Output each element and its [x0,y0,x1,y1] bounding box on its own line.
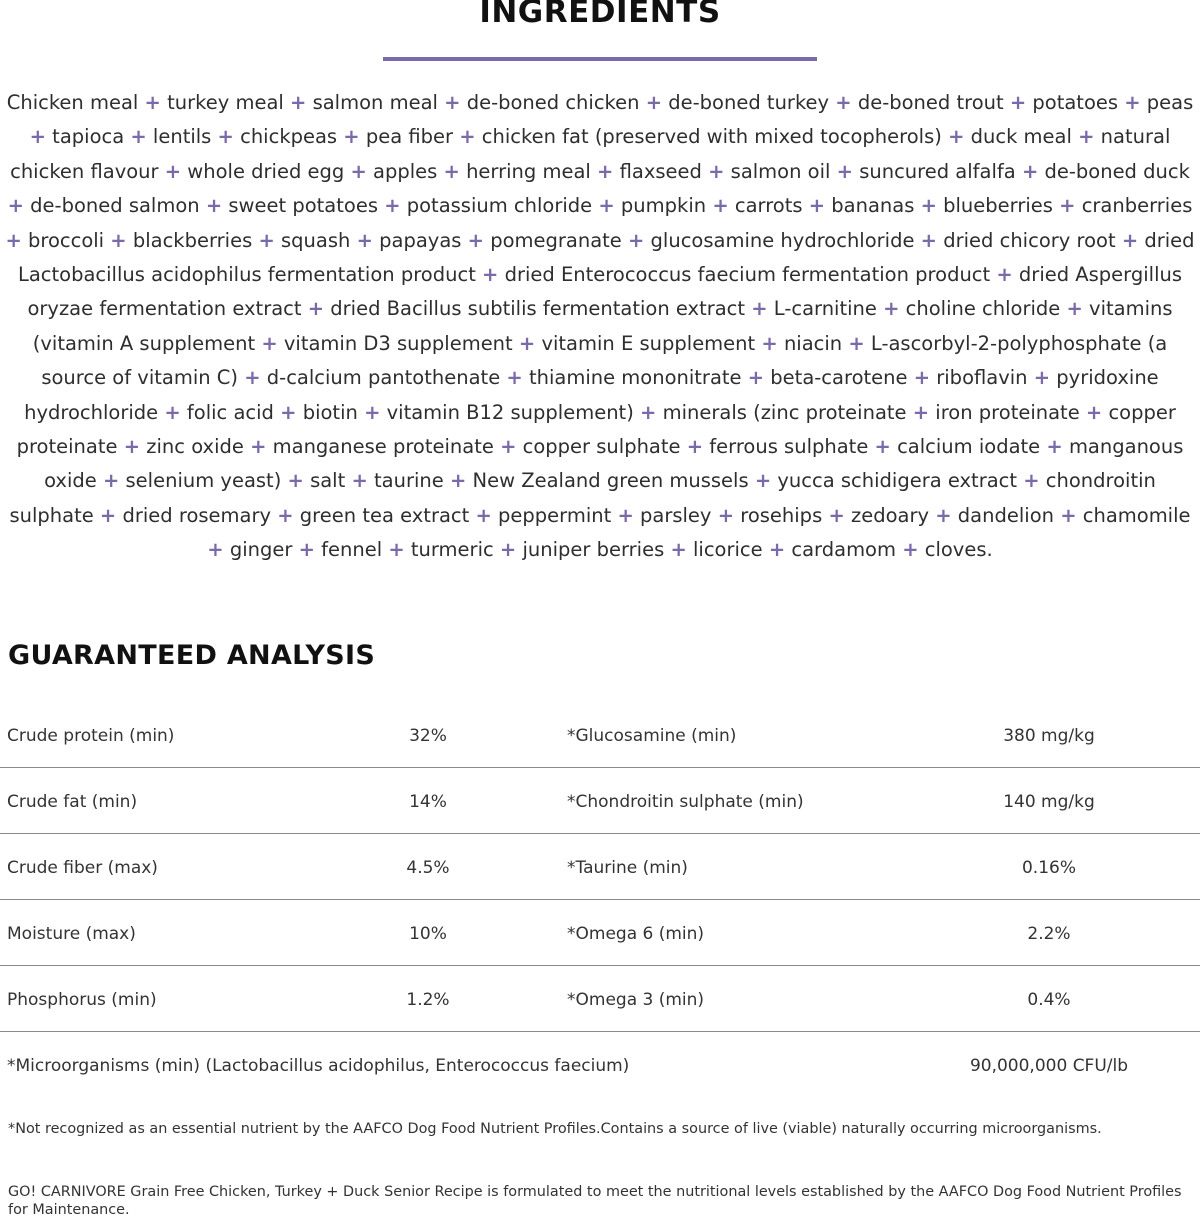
ingredient-item: flaxseed [619,159,702,183]
ingredient-item: glucosamine hydrochloride [650,228,915,252]
plus-separator-icon: + [640,400,657,424]
plus-separator-icon: + [164,400,181,424]
table-row [0,702,1200,768]
ingredient-item: vitamin D3 supplement [283,331,513,355]
plus-separator-icon: + [1023,469,1040,493]
ingredient-item: selenium yeast) [125,469,282,493]
plus-separator-icon: + [913,366,931,390]
plus-separator-icon: + [130,125,147,149]
nutrient-value: 2.2% [1027,924,1071,944]
ingredient-item: pomegranate [490,228,622,252]
ingredient-item: dried Lactobacillus acidophilus fermentation product [17,228,1195,287]
nutrient-value: 90,000,000 CFU/lb [969,1056,1129,1076]
plus-separator-icon: + [645,91,663,114]
nutrient-label: Crude fat (min) [7,792,138,812]
plus-separator-icon: + [99,503,117,527]
plus-separator-icon: + [298,538,315,562]
ingredient-item: turkey meal [167,91,284,114]
ingredient-item: ferrous sulphate [709,435,869,459]
plus-separator-icon: + [1046,435,1063,459]
nutrient-value: 14% [409,792,447,812]
ingredient-item: de-boned duck [1044,159,1190,183]
plus-separator-icon: + [388,538,405,562]
plus-separator-icon: + [343,125,360,149]
ingredient-item: potatoes [1032,91,1119,114]
plus-separator-icon: + [250,435,267,459]
plus-separator-icon: + [828,503,845,527]
ingredient-item: de-boned trout [857,91,1004,114]
nutrient-value: 4.5% [406,858,450,878]
ingredient-item: dried chicory root [943,228,1116,252]
plus-separator-icon: + [1066,297,1083,321]
plus-separator-icon: + [29,125,46,149]
ingredient-item: rosehips [740,503,823,527]
ingredient-item: carrots [734,194,803,218]
ingredient-item: cranberries [1081,194,1193,218]
plus-separator-icon: + [902,538,919,562]
plus-separator-icon: + [244,366,261,390]
ingredient-item: New Zealand green mussels [472,469,749,493]
ingredient-item: salmon meal [312,91,438,114]
ingredient-item: zinc oxide [146,435,244,459]
plus-separator-icon: + [996,263,1013,287]
ingredient-item: calcium iodate [897,435,1041,459]
plus-separator-icon: + [1033,366,1051,390]
ingredient-item: chickpeas [240,125,338,149]
ingredient-item: beta-carotene [770,366,908,390]
plus-separator-icon: + [1060,503,1077,527]
ingredient-item: folic acid [186,400,274,424]
plus-separator-icon: + [290,91,307,114]
ingredient-item: copper proteinate [16,400,1176,459]
plus-separator-icon: + [5,228,22,252]
ingredient-item: peas [1146,91,1194,114]
nutrient-value: 0.16% [1021,858,1076,878]
plus-separator-icon: + [217,125,234,149]
ingredient-item: niacin [783,331,843,355]
plus-separator-icon: + [1021,159,1039,183]
title-divider [383,57,817,61]
plus-separator-icon: + [364,400,381,424]
ingredient-item: salmon oil [730,159,831,183]
ingredient-item: lentils [152,125,212,149]
plus-separator-icon: + [1121,228,1139,252]
ingredient-item: zedoary [850,503,930,527]
plus-separator-icon: + [761,331,778,355]
plus-separator-icon: + [277,503,294,527]
ingredient-item: tapioca [52,125,125,149]
ingredient-item: green tea extract [299,503,470,527]
ingredient-item: peppermint [498,503,612,527]
plus-separator-icon: + [598,194,615,218]
ingredient-item: pyridoxine hydrochloride [24,366,1159,424]
table-row [0,966,1200,1032]
plus-separator-icon: + [258,228,275,252]
ingredient-item: yucca schidigera extract [777,469,1018,493]
plus-separator-icon: + [351,469,368,493]
analysis-table [0,702,1200,1097]
ingredient-item: blackberries [132,228,253,252]
ingredient-item: vitamin E supplement [541,331,756,355]
ingredient-item: chicken fat (preserved with mixed tocopherols) [481,125,942,149]
plus-separator-icon: + [123,435,141,459]
ingredient-item: manganese proteinate [272,435,494,459]
ingredient-item: vitamins (vitamin A supplement [32,297,1173,355]
plus-separator-icon: + [506,366,523,390]
ingredient-item: pumpkin [620,194,707,218]
plus-separator-icon: + [628,228,645,252]
nutrient-value: 32% [409,726,447,746]
plus-separator-icon: + [356,228,373,252]
plus-separator-icon: + [207,538,224,562]
ingredient-item: taurine [374,469,444,493]
plus-separator-icon: + [717,503,735,527]
table-row-microorganisms [0,1032,1200,1097]
plus-separator-icon: + [449,469,467,493]
plus-separator-icon: + [754,469,772,493]
plus-separator-icon: + [686,435,704,459]
plus-separator-icon: + [912,400,930,424]
nutrient-label: *Taurine (min) [567,858,688,878]
ingredient-item: vitamin B12 supplement) [386,400,634,424]
nutrient-value: 0.4% [1027,990,1071,1010]
plus-separator-icon: + [500,435,517,459]
plus-separator-icon: + [874,435,891,459]
plus-separator-icon: + [280,400,297,424]
plus-separator-icon: + [164,159,182,183]
ingredient-item: pea fiber [365,125,454,149]
ingredient-item: manganous oxide [44,435,1184,493]
ingredient-item: papayas [379,228,462,252]
ingredient-item: copper sulphate [522,435,681,459]
plus-separator-icon: + [768,538,786,562]
plus-separator-icon: + [261,331,278,355]
plus-separator-icon: + [948,125,965,149]
nutrient-label: *Chondroitin sulphate (min) [567,792,804,812]
plus-separator-icon: + [350,159,367,183]
ingredient-item: turmeric [410,538,494,562]
nutrient-value: 10% [409,924,447,944]
ingredient-item: fennel [321,538,383,562]
ingredient-item: parsley [640,503,712,527]
ingredient-item: de-boned chicken [466,91,640,114]
table-row [0,834,1200,900]
ingredient-item: d-calcium pantothenate [266,366,501,390]
plus-separator-icon: + [883,297,900,321]
plus-separator-icon: + [459,125,476,149]
ingredient-item: Chicken meal [6,91,139,114]
table-row [0,768,1200,834]
ingredient-item: juniper berries [522,538,665,562]
ingredient-item: natural chicken flavour [10,125,1171,183]
plus-separator-icon: + [935,503,952,527]
ingredient-item: dried Aspergillus oryzae fermentation extract [27,263,1183,321]
plus-separator-icon: + [7,194,24,218]
ingredient-item: minerals (zinc proteinate [662,400,907,424]
plus-separator-icon: + [1085,400,1103,424]
ingredient-item: apples [373,159,438,183]
plus-separator-icon: + [835,91,852,114]
ingredient-item: duck meal [970,125,1072,149]
ingredient-item: ginger [229,538,293,562]
plus-separator-icon: + [708,159,725,183]
plus-separator-icon: + [597,159,614,183]
plus-separator-icon: + [920,228,938,252]
analysis-title: GUARANTEED ANALYSIS [8,640,376,671]
plus-separator-icon: + [287,469,304,493]
ingredient-item: thiamine mononitrate [528,366,742,390]
plus-separator-icon: + [475,503,492,527]
plus-separator-icon: + [102,469,120,493]
ingredient-item: dried rosemary [122,503,272,527]
plus-separator-icon: + [482,263,499,287]
plus-separator-icon: + [617,503,634,527]
ingredients-title: INGREDIENTS [479,0,721,30]
table-row [0,900,1200,966]
ingredient-item: biotin [302,400,358,424]
nutrient-value: 380 mg/kg [1003,726,1095,746]
nutrient-value: 140 mg/kg [1003,792,1095,812]
ingredient-item: de-boned turkey [668,91,830,114]
ingredient-item: cardamom [791,538,896,562]
ingredient-item: chamomile [1082,503,1191,527]
ingredient-item: L-carnitine [773,297,877,321]
nutrient-label: Phosphorus (min) [7,990,157,1010]
nutrient-label: *Glucosamine (min) [567,726,737,746]
plus-separator-icon: + [1078,125,1095,149]
plus-separator-icon: + [110,228,127,252]
plus-separator-icon: + [712,194,729,218]
plus-separator-icon: + [670,538,687,562]
ingredient-item: dried Enterococcus faecium fermentation product [504,263,991,287]
nutrient-label: Moisture (max) [7,924,136,944]
plus-separator-icon: + [1124,91,1141,114]
ingredient-item: dried Bacillus subtilis fermentation extract [330,297,746,321]
aafco-statement: GO! CARNIVORE Grain Free Chicken, Turkey + Duck Senior Recipe is formulated to meet the nutritional levels established by the AAFCO Dog Food Nutrient Profiles for Maintenance. [8,1184,1182,1218]
plus-separator-icon: + [747,366,765,390]
ingredient-item: herring meal [466,159,591,183]
plus-separator-icon: + [499,538,517,562]
ingredient-item: L-ascorbyl-2-polyphosphate (a source of vitamin C) [41,331,1168,390]
ingredient-item: potassium chloride [406,194,593,218]
nutrient-label: *Omega 3 (min) [567,990,705,1010]
ingredient-item: whole dried egg [187,159,345,183]
plus-separator-icon: + [920,194,937,218]
ingredient-item: broccoli [27,228,105,252]
nutrient-label: *Omega 6 (min) [567,924,705,944]
nutrient-value: 1.2% [406,990,450,1010]
plus-separator-icon: + [467,228,484,252]
ingredient-item: choline chloride [905,297,1061,321]
plus-separator-icon: + [848,331,865,355]
ingredient-item: riboflavin [936,366,1028,390]
footnote: *Not recognized as an essential nutrient by the AAFCO Dog Food Nutrient Profiles.Contains a source of live (viable) naturally occurring microorganisms. [8,1121,1102,1137]
ingredient-item: de-boned salmon [30,194,200,218]
plus-separator-icon: + [444,91,461,114]
plus-separator-icon: + [518,331,536,355]
plus-separator-icon: + [307,297,325,321]
ingredient-item: bananas [831,194,915,218]
plus-separator-icon: + [205,194,223,218]
ingredient-item: suncured alfalfa [859,159,1016,183]
ingredient-item: iron proteinate [935,400,1080,424]
ingredient-item: blueberries [943,194,1053,218]
plus-separator-icon: + [384,194,401,218]
plus-separator-icon: + [1009,91,1027,114]
nutrient-label: *Microorganisms (min) (Lactobacillus acidophilus, Enterococcus faecium) [7,1056,630,1076]
ingredients-list [0,86,1200,568]
ingredient-item: chondroitin sulphate [9,469,1156,527]
plus-separator-icon: + [836,159,853,183]
ingredient-item: salt [310,469,346,493]
ingredient-item: squash [281,228,351,252]
nutrient-label: Crude fiber (max) [7,858,158,878]
plus-separator-icon: + [751,297,768,321]
ingredient-item: sweet potatoes [228,194,378,218]
ingredient-item: cloves. [924,538,993,562]
ingredient-item: dandelion [957,503,1054,527]
plus-separator-icon: + [1059,194,1076,218]
plus-separator-icon: + [808,194,826,218]
nutrient-label: Crude protein (min) [7,726,175,746]
plus-separator-icon: + [144,91,161,114]
ingredient-item: licorice [693,538,763,562]
plus-separator-icon: + [443,159,460,183]
